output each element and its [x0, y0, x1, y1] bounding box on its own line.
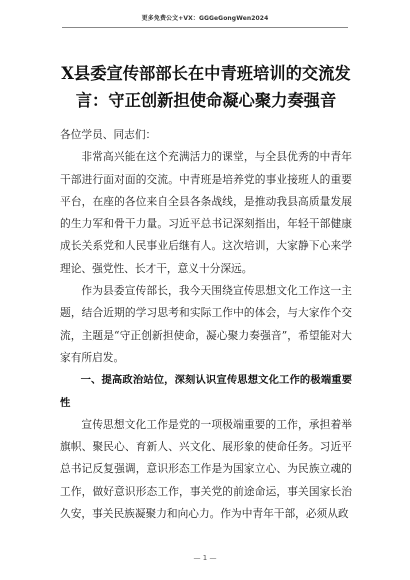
paragraph-1: 非常高兴能在这个充满活力的课堂，与全县优秀的中青年干部进行面对面的交流。中青班是培养党的事业接班人的重要平台，在座的各位来自全县各条战线，是推动我县高质量发展的生力军和骨干力量。习近平总书记深刻指出，年轻干部健康成长关系党和人民事业后继有人。这次培训，大家静下心来学理论、强党性、长才干，意义十分深远。 [60, 150, 352, 275]
paragraph-2: 作为县委宣传部长，我今天围绕宣传思想文化工作这一主题，结合近期的学习思考和实际工作中的体会，与大家作个交流，主题是“守正创新担使命，凝心聚力奏强音”，希望能对大家有所启发。 [60, 284, 352, 364]
page-number: — 1 — [193, 554, 217, 562]
header-divider [62, 27, 348, 28]
paragraph-3: 宣传思想文化工作是党的一项极端重要的工作，承担着举旗帜、聚民心、育新人、兴文化、展形象的使命任务。习近平总书记反复强调，意识形态工作是为国家立心、为民族立魂的工作，做好意识形态工作，事关党的前途命运，事关国家长治久安，事关民族凝聚力和向心力。作为中青年干部，必须从政 [60, 417, 352, 521]
greeting: 各位学员、同志们： [60, 128, 157, 141]
document-body [60, 124, 352, 525]
document-title: X县委宣传部部长在中青班培训的交流发言：守正创新担使命凝心聚力奏强音 [61, 64, 351, 110]
section-heading-1: 一、提高政治站位，深刻认识宣传思想文化工作的极端重要性 [60, 374, 352, 409]
page-header: 更多免费公文+VX：GGGeGongWen2024 [141, 15, 269, 22]
